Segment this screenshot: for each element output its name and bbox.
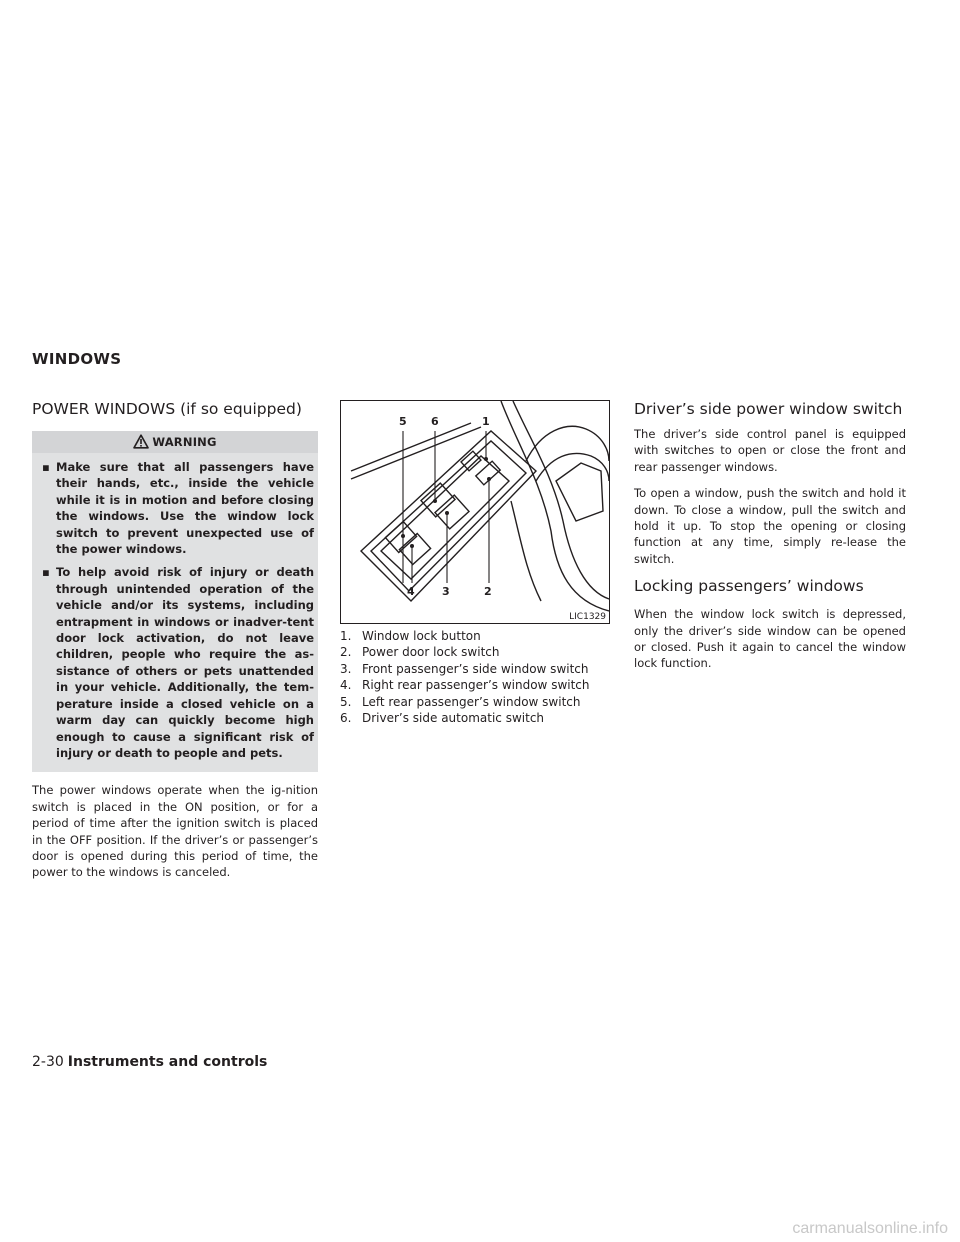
warning-bullet: ▪ To help avoid risk of injury or death through unintended operation of the vehicle and/or its systems, including entrapment in windows or inadver-tent door lock activation, do not leave children, people who require the as-sistance of others or pets unattended in your vehicle. Additionally, the tem-perature inside a closed vehicle on a warm day can quickly become high enough to cause a significant risk of injury or death to people and pets.	[42, 565, 314, 760]
warning-list	[32, 453, 318, 761]
caption-item: 6. Driver’s side automatic switch	[340, 711, 545, 726]
callout-4: 4	[407, 585, 415, 598]
figure-code: LIC1329	[569, 612, 606, 622]
heading-driver-switch: Driver’s side power window switch	[634, 400, 903, 418]
footer-title: Instruments and controls	[67, 1054, 268, 1070]
body-driver-2: To open a window, push the switch and hold it down. To close a window, pull the switch and hold it up. To stop the opening or closing function at any time, simply re-lease the switch.	[634, 486, 906, 566]
window-switch-illustration	[341, 401, 609, 622]
window-switch-figure	[340, 400, 610, 624]
column-right	[634, 400, 906, 682]
watermark: carmanualsonline.info	[792, 1220, 948, 1237]
section-title: WINDOWS	[32, 350, 122, 368]
page-number: 2-30	[32, 1054, 64, 1070]
body-power-windows: The power windows operate when the ig-nition switch is placed in the ON position, or for a period of time after the ignition switch is placed in the OFF position. If the driver’s or passenger’s door is opened during this period of time, the power to the windows is canceled.	[32, 783, 318, 880]
body-locking: When the window lock switch is depressed, only the driver’s side window can be opened or closed. Push it again to cancel the window lock function.	[634, 607, 906, 671]
heading-power-windows: POWER WINDOWS (if so equipped)	[32, 400, 302, 418]
caption-item: 4. Right rear passenger’s window switch	[340, 678, 590, 693]
caption-item: 3. Front passenger’s side window switch	[340, 661, 589, 676]
callout-3: 3	[442, 585, 450, 598]
warning-title: WARNING	[152, 435, 217, 449]
warning-box	[32, 431, 318, 772]
column-left	[32, 400, 318, 881]
caption-item: 2. Power door lock switch	[340, 645, 500, 660]
callout-5: 5	[399, 415, 407, 428]
body-driver-1: The driver’s side control panel is equipped with switches to open or close the front and rear passenger windows.	[634, 427, 906, 474]
callout-6: 6	[431, 415, 439, 428]
heading-locking: Locking passengers’ windows	[634, 577, 864, 596]
warning-bullet: ▪ Make sure that all passengers have their hands, etc., inside the vehicle while it is in motion and before closing the windows. Use the window lock switch to prevent unexpected use of the power windows.	[42, 460, 314, 557]
caption-list	[340, 628, 612, 726]
caption-item: 1. Window lock button	[340, 629, 481, 643]
caption-item: 5. Left rear passenger’s window switch	[340, 694, 581, 709]
callout-1: 1	[482, 415, 490, 428]
warning-triangle-icon	[133, 434, 149, 449]
warning-header	[32, 431, 318, 453]
callout-2: 2	[484, 585, 492, 598]
page-footer	[32, 1054, 267, 1070]
column-middle	[340, 400, 612, 726]
